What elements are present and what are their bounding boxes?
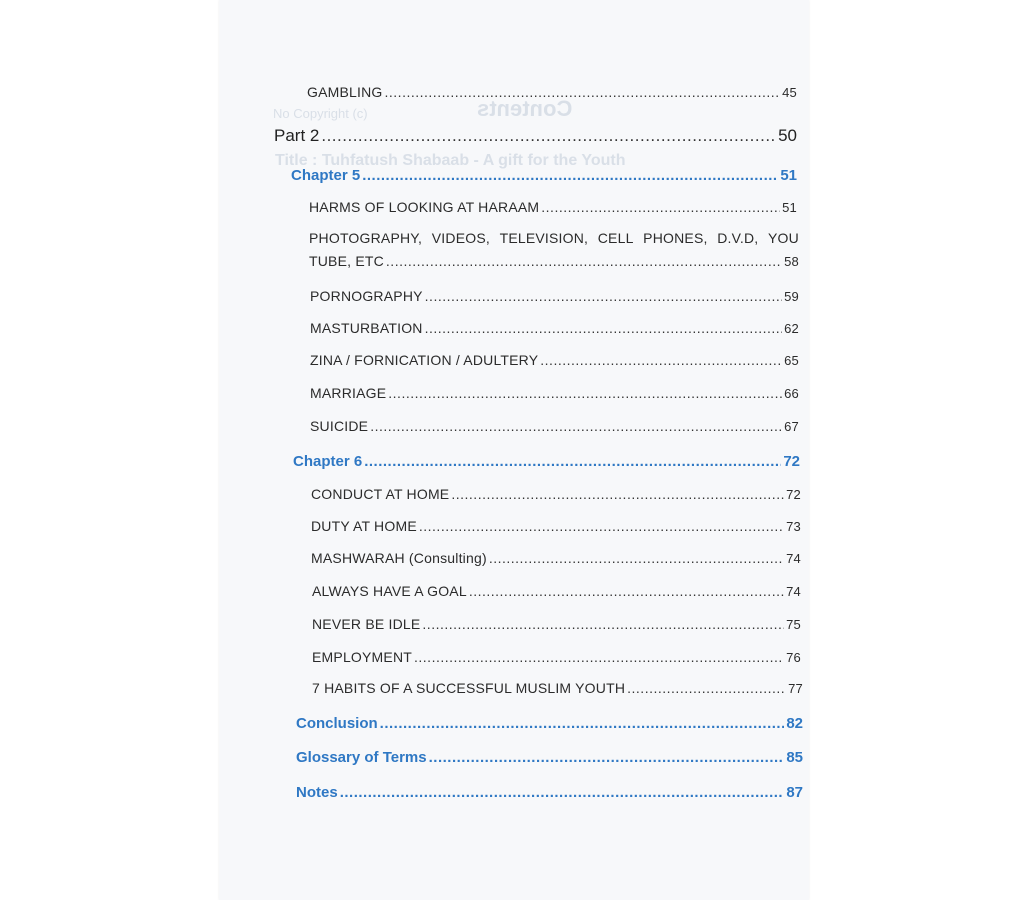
toc-page-number: 74: [786, 551, 801, 566]
toc-word: CELL: [597, 230, 634, 246]
toc-entry-marriage[interactable]: [310, 385, 799, 401]
toc-entry-photography-line-2[interactable]: [309, 253, 799, 269]
bleed-copyright: No Copyright (c): [273, 106, 368, 121]
toc-entry-chapter-5[interactable]: [291, 167, 797, 184]
toc-page-number: 74: [786, 584, 801, 599]
toc-entry-suicide[interactable]: [310, 418, 799, 434]
toc-page-number: 73: [786, 519, 801, 534]
toc-page-number: 75: [786, 617, 801, 632]
toc-entry-mashwarah[interactable]: [311, 550, 801, 566]
toc-entry-conduct[interactable]: [311, 486, 801, 502]
leader-dots: [541, 199, 780, 215]
toc-label: Conclusion: [296, 715, 378, 732]
toc-word: VIDEOS,: [431, 230, 490, 246]
leader-dots: [425, 320, 783, 336]
toc-label: NEVER BE IDLE: [312, 616, 421, 632]
leader-dots: [429, 749, 785, 766]
toc-label: Notes: [296, 784, 338, 801]
toc-label: Part 2: [274, 126, 320, 145]
toc-entry-goal[interactable]: [312, 583, 801, 599]
toc-page-number: 51: [782, 200, 797, 215]
toc-label: TUBE, ETC: [309, 253, 384, 269]
toc-page-number: 45: [782, 85, 797, 100]
toc-label: MASHWARAH (Consulting): [311, 550, 487, 566]
toc-page-number: 66: [784, 386, 799, 401]
leader-dots: [386, 253, 782, 269]
leader-dots: [419, 518, 784, 534]
toc-page-number: 65: [784, 353, 799, 368]
toc-label: HARMS OF LOOKING AT HARAAM: [309, 199, 540, 215]
toc-word: PHOTOGRAPHY,: [309, 230, 423, 246]
toc-word: D.V.D,: [717, 230, 759, 246]
leader-dots: [422, 616, 784, 632]
toc-page-number: 76: [786, 650, 801, 665]
toc-entry-chapter-6[interactable]: [293, 453, 800, 470]
toc-page-number: 72: [783, 453, 800, 470]
leader-dots: [469, 583, 784, 599]
toc-label: Chapter 6: [293, 453, 363, 470]
toc-label: GAMBLING: [307, 84, 383, 100]
toc-page-number: 59: [784, 289, 799, 304]
toc-label: DUTY AT HOME: [311, 518, 417, 534]
toc-page-number: 87: [786, 784, 803, 801]
toc-entry-harms[interactable]: [309, 199, 797, 215]
bleed-heading: Contents: [477, 96, 573, 121]
toc-label: SUICIDE: [310, 418, 369, 434]
toc-entry-notes[interactable]: [296, 784, 803, 801]
leader-dots: [627, 680, 786, 696]
toc-entry-masturbation[interactable]: [310, 320, 799, 336]
toc-label: 7 HABITS OF A SUCCESSFUL MUSLIM YOUTH: [312, 680, 626, 696]
toc-entry-conclusion[interactable]: [296, 715, 803, 732]
toc-entry-gambling[interactable]: [307, 84, 797, 100]
toc-entry-glossary[interactable]: [296, 749, 803, 766]
toc-page-number: 72: [786, 487, 801, 502]
toc-page-number: 58: [784, 254, 799, 269]
toc-page-number: 62: [784, 321, 799, 336]
toc-page-number: 51: [780, 167, 797, 184]
toc-word: YOU: [767, 230, 799, 246]
toc-page-number: 82: [786, 715, 803, 732]
toc-label: EMPLOYMENT: [312, 649, 413, 665]
leader-dots: [321, 126, 776, 146]
leader-dots: [370, 418, 782, 434]
toc-label: ZINA / FORNICATION / ADULTERY: [310, 352, 539, 368]
toc-word: TELEVISION,: [499, 230, 589, 246]
toc-entry-photography-line-1[interactable]: [309, 230, 799, 246]
bleed-title: Title : Tuhfatush Shabaab - A gift for the Youth: [275, 152, 626, 169]
toc-entry-idle[interactable]: [312, 616, 801, 632]
toc-entry-employment[interactable]: [312, 649, 801, 665]
toc-page-number: 67: [784, 419, 799, 434]
toc-label: ALWAYS HAVE A GOAL: [312, 583, 467, 599]
leader-dots: [385, 84, 781, 100]
toc-label: Glossary of Terms: [296, 749, 427, 766]
toc-word: PHONES,: [643, 230, 708, 246]
leader-dots: [451, 486, 784, 502]
toc-label: PORNOGRAPHY: [310, 288, 423, 304]
toc-entry-pornography[interactable]: [310, 288, 799, 304]
leader-dots: [425, 288, 782, 304]
leader-dots: [414, 649, 784, 665]
leader-dots: [489, 550, 784, 566]
leader-dots: [540, 352, 782, 368]
toc-page-number: 77: [788, 681, 803, 696]
leader-dots: [380, 715, 785, 732]
toc-label: MASTURBATION: [310, 320, 423, 336]
toc-page-number: 85: [786, 749, 803, 766]
leader-dots: [340, 784, 785, 801]
document-page: [219, 0, 809, 900]
leader-dots: [362, 167, 778, 184]
toc-entry-habits[interactable]: [312, 680, 803, 696]
leader-dots: [364, 453, 781, 470]
toc-label: Chapter 5: [291, 167, 361, 184]
toc-label: MARRIAGE: [310, 385, 387, 401]
toc-page-number: 50: [778, 126, 797, 145]
toc-entry-duty[interactable]: [311, 518, 801, 534]
leader-dots: [388, 385, 782, 401]
toc-entry-part-2[interactable]: [274, 126, 797, 146]
toc-label: CONDUCT AT HOME: [311, 486, 450, 502]
toc-entry-zina[interactable]: [310, 352, 799, 368]
